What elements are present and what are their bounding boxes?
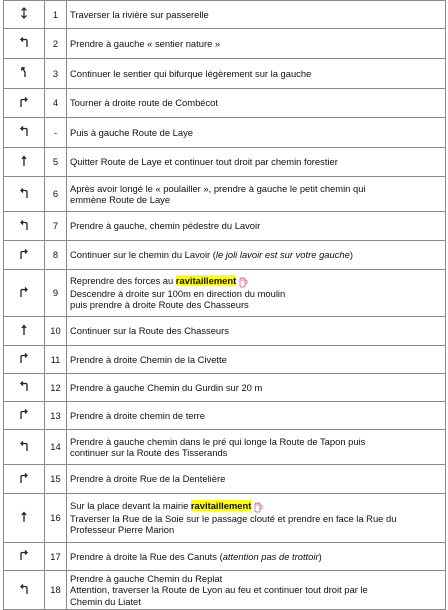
- direction-cell: [4, 402, 45, 430]
- instruction-line: [70, 9, 442, 21]
- turn-left-arrow-icon: [18, 440, 30, 452]
- table-row: [4, 465, 446, 494]
- step-instruction: [67, 465, 446, 494]
- instruction-line: [70, 551, 442, 563]
- turn-right-arrow-icon: [18, 408, 30, 420]
- instruction-text: Continuer sur la Route des Chasseurs: [70, 325, 229, 337]
- table-row: [4, 430, 446, 465]
- direction-cell: [4, 118, 45, 148]
- step-instruction: [67, 270, 446, 317]
- turn-right-arrow-icon: [18, 96, 30, 108]
- direction-cell: [4, 494, 45, 543]
- step-number: 17: [45, 543, 67, 571]
- step-number: 12: [45, 374, 67, 402]
- turn-left-arrow-icon: [18, 187, 30, 199]
- highlighted-text: ravitaillement: [175, 275, 237, 287]
- instruction-text: Attention, traverser la Route de Lyon au feu et continuer tout droit par le: [70, 584, 368, 596]
- step-instruction: [67, 374, 446, 402]
- table-row: [4, 59, 446, 89]
- instruction-text: Prendre à droite chemin de terre: [70, 409, 205, 421]
- instruction-line: [70, 127, 442, 139]
- highlighted-text: ravitaillement: [190, 500, 252, 512]
- instruction-line: [70, 447, 442, 459]
- step-number: 1: [45, 1, 67, 29]
- instruction-text: continuer sur la Route des Tisserands: [70, 447, 228, 458]
- straight-arrow-icon: [18, 324, 30, 336]
- direction-cell: [4, 346, 45, 374]
- table-row: [4, 212, 446, 241]
- table-row: [4, 1, 446, 29]
- step-number: 11: [45, 346, 67, 374]
- direction-cell: [4, 374, 45, 402]
- step-instruction: [67, 494, 446, 543]
- instruction-line: [70, 156, 442, 168]
- step-number: 6: [45, 177, 67, 212]
- italic-note: attention pas de trottoir: [222, 550, 319, 562]
- step-number: -: [45, 118, 67, 148]
- instruction-text: Prendre à gauche Chemin du Gurdin sur 20 m: [70, 381, 263, 393]
- direction-cell: [4, 430, 45, 465]
- instruction-line: [70, 354, 442, 366]
- table-row: [4, 374, 446, 402]
- turn-right-arrow-icon: [18, 248, 30, 260]
- instruction-text: Reprendre des forces au: [70, 275, 176, 287]
- step-instruction: [67, 1, 446, 29]
- itinerary-body: [4, 1, 446, 610]
- direction-cell: [4, 543, 45, 571]
- step-instruction: [67, 177, 446, 212]
- instruction-line: [70, 473, 442, 485]
- instruction-text: Prendre à droite Rue de la Dentelière: [70, 473, 226, 485]
- instruction-text: Puis à gauche Route de Laye: [70, 126, 194, 138]
- instruction-text: Tourner à droite route de Combécot: [70, 97, 218, 109]
- step-instruction: [67, 212, 446, 241]
- instruction-text: Continuer le sentier qui bifurque légèrement sur la gauche: [70, 67, 312, 79]
- instruction-line: [70, 584, 442, 596]
- instruction-line: [70, 68, 442, 80]
- step-instruction: [67, 241, 446, 270]
- instruction-line: [70, 596, 442, 608]
- step-instruction: [67, 148, 446, 177]
- turn-right-arrow-icon: [18, 352, 30, 364]
- instruction-text: emmène Route de Laye: [70, 194, 171, 205]
- table-row: [4, 317, 446, 346]
- direction-cell: [4, 148, 45, 177]
- instruction-text: Après avoir longé le « poulailler », prendre à gauche le petit chemin qui: [70, 182, 366, 194]
- instruction-text: Traverser la Rue de la Soie sur le passage clouté et prendre en face la Rue du: [70, 512, 397, 524]
- instruction-line: [70, 573, 442, 585]
- instruction-line: [70, 249, 442, 261]
- table-row: [4, 494, 446, 543]
- table-row: [4, 402, 446, 430]
- step-instruction: [67, 346, 446, 374]
- direction-cell: [4, 241, 45, 270]
- step-number: 10: [45, 317, 67, 346]
- itinerary-table: [3, 0, 446, 610]
- instruction-line: [70, 524, 442, 536]
- step-instruction: [67, 89, 446, 118]
- direction-cell: [4, 89, 45, 118]
- direction-cell: [4, 465, 45, 494]
- direction-cell: [4, 317, 45, 346]
- step-number: 8: [45, 241, 67, 270]
- step-number: 3: [45, 59, 67, 89]
- instruction-text: ): [349, 249, 353, 261]
- table-row: [4, 89, 446, 118]
- instruction-line: [70, 382, 442, 394]
- instruction-text: ): [318, 550, 322, 562]
- direction-cell: [4, 177, 45, 212]
- direction-cell: [4, 1, 45, 29]
- step-number: 18: [45, 571, 67, 610]
- slight-left-arrow-icon: [18, 66, 30, 78]
- instruction-text: Prendre à droite la Rue des Canuts (: [70, 550, 223, 562]
- instruction-text: Continuer sur le chemin du Lavoir (: [70, 249, 216, 261]
- instruction-line: [70, 410, 442, 422]
- table-row: [4, 571, 446, 610]
- table-row: [4, 346, 446, 374]
- instruction-line: [70, 513, 442, 525]
- table-row: [4, 29, 446, 59]
- step-number: 5: [45, 148, 67, 177]
- drink-cup-icon: [239, 277, 248, 288]
- step-instruction: [67, 571, 446, 610]
- instruction-text: puis prendre à droite Route des Chasseurs: [70, 299, 249, 310]
- italic-note: le joli lavoir est sur votre gauche: [215, 249, 350, 261]
- turn-left-arrow-icon: [18, 380, 30, 392]
- step-instruction: [67, 118, 446, 148]
- instruction-text: Prendre à gauche, chemin pédestre du Lavoir: [70, 220, 261, 232]
- instruction-text: Prendre à gauche Chemin du Replat: [70, 572, 223, 584]
- instruction-text: Quitter Route de Laye et continuer tout droit par chemin forestier: [70, 156, 338, 168]
- direction-cell: [4, 59, 45, 89]
- instruction-line: [70, 97, 442, 109]
- step-number: 13: [45, 402, 67, 430]
- instruction-text: Traverser la rivière sur passerelle: [70, 8, 209, 20]
- step-number: 7: [45, 212, 67, 241]
- instruction-text: Professeur Pierre Marion: [70, 524, 175, 535]
- up-down-arrow-icon: [18, 7, 30, 19]
- instruction-line: [70, 288, 442, 300]
- turn-left-arrow-icon: [18, 36, 30, 48]
- instruction-line: [70, 275, 442, 287]
- instruction-line: [70, 500, 442, 512]
- direction-cell: [4, 571, 45, 610]
- table-row: [4, 241, 446, 270]
- turn-right-arrow-icon: [18, 286, 30, 298]
- instruction-line: [70, 38, 442, 50]
- step-number: 9: [45, 270, 67, 317]
- step-instruction: [67, 543, 446, 571]
- table-row: [4, 148, 446, 177]
- turn-right-arrow-icon: [18, 549, 30, 561]
- step-instruction: [67, 29, 446, 59]
- instruction-text: Prendre à gauche « sentier nature »: [70, 37, 221, 49]
- step-instruction: [67, 317, 446, 346]
- instruction-text: Prendre à droite Chemin de la Civette: [70, 353, 227, 365]
- step-number: 16: [45, 494, 67, 543]
- step-instruction: [67, 402, 446, 430]
- table-row: [4, 270, 446, 317]
- direction-cell: [4, 212, 45, 241]
- drink-cup-icon: [254, 502, 263, 513]
- table-row: [4, 177, 446, 212]
- turn-left-arrow-icon: [18, 583, 30, 595]
- turn-left-arrow-icon: [18, 219, 30, 231]
- instruction-line: [70, 325, 442, 337]
- turn-right-arrow-icon: [18, 472, 30, 484]
- instruction-line: [70, 183, 442, 195]
- direction-cell: [4, 29, 45, 59]
- turn-left-arrow-icon: [18, 125, 30, 137]
- direction-cell: [4, 270, 45, 317]
- instruction-text: Sur la place devant la mairie: [70, 500, 191, 512]
- table-row: [4, 543, 446, 571]
- instruction-line: [70, 220, 442, 232]
- step-number: 2: [45, 29, 67, 59]
- step-number: 15: [45, 465, 67, 494]
- instruction-line: [70, 299, 442, 311]
- step-number: 14: [45, 430, 67, 465]
- step-instruction: [67, 430, 446, 465]
- instruction-text: Descendre à droite sur 100m en direction du moulin: [70, 287, 286, 299]
- instruction-line: [70, 194, 442, 206]
- instruction-text: Prendre à gauche chemin dans le pré qui longe la Route de Tapon puis: [70, 435, 366, 447]
- step-instruction: [67, 59, 446, 89]
- step-number: 4: [45, 89, 67, 118]
- straight-arrow-icon: [18, 155, 30, 167]
- instruction-line: [70, 436, 442, 448]
- table-row: [4, 118, 446, 148]
- straight-arrow-icon: [18, 511, 30, 523]
- instruction-text: Chemin du Liatet: [70, 595, 141, 607]
